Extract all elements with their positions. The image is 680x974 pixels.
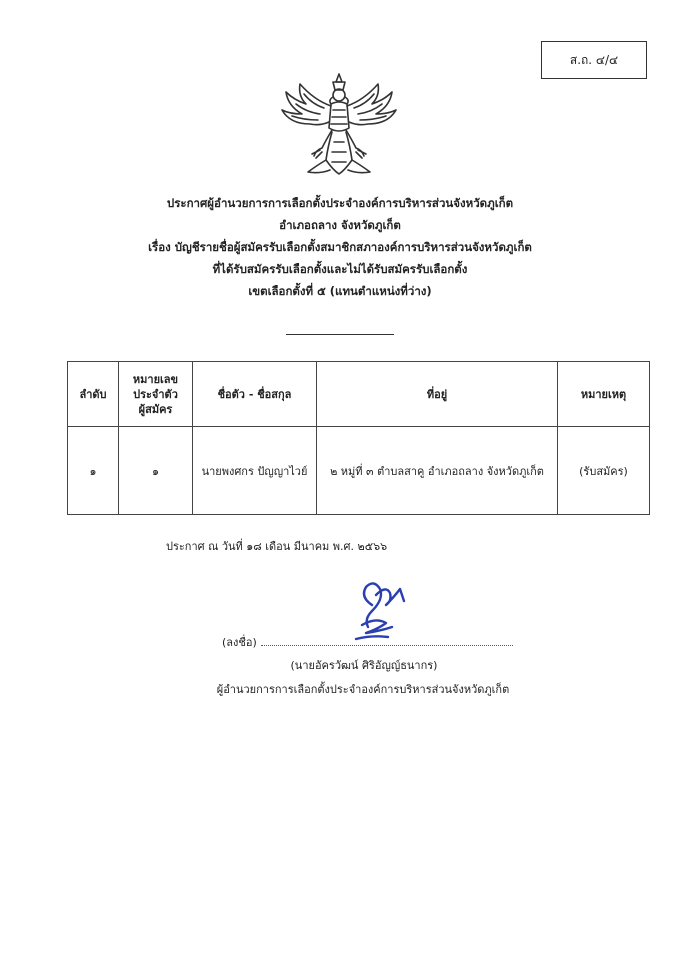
form-code-box — [541, 41, 647, 79]
divider — [286, 334, 394, 335]
signature-label: (ลงชื่อ) — [222, 636, 257, 649]
form-code: ส.ถ. ๔/๔ — [569, 52, 619, 67]
signature-dotted-line — [261, 635, 513, 646]
header-remark: หมายเหตุ — [558, 362, 650, 427]
header-number-line-1: หมายเลข — [132, 372, 179, 386]
heading-line-2: อำเภอถลาง จังหวัดภูเก็ต — [279, 218, 401, 232]
heading-line-3: เรื่อง บัญชีรายชื่อผู้สมัครรับเลือกตั้งสมาชิกสภาองค์การบริหารส่วนจังหวัดภูเก็ต — [148, 240, 532, 254]
header-name: ชื่อตัว - ชื่อสกุล — [193, 362, 317, 427]
signature-line — [222, 633, 513, 651]
garuda-emblem-icon — [276, 70, 402, 182]
announcement-date: ประกาศ ณ วันที่ ๑๘ เดือน มีนาคม พ.ศ. ๒๕๖๖ — [166, 540, 388, 553]
header-order: ลำดับ — [68, 362, 119, 427]
cell-number: ๑ — [119, 427, 193, 515]
heading-line-5: เขตเลือกตั้งที่ ๕ (แทนตำแหน่งที่ว่าง) — [248, 284, 432, 298]
cell-remark: (รับสมัคร) — [558, 427, 650, 515]
heading-line-4: ที่ได้รับสมัครรับเลือกตั้งและไม่ได้รับสมัครรับเลือกตั้ง — [212, 262, 468, 276]
heading — [0, 192, 680, 302]
header-number — [119, 362, 193, 427]
signer-name: (นายอัครวัฒน์ ศิริอัญญ์ธนากร) — [290, 659, 438, 672]
cell-address: ๒ หมู่ที่ ๓ ตำบลสาคู อำเภอถลาง จังหวัดภูเก็ต — [317, 427, 558, 515]
heading-line-1: ประกาศผู้อำนวยการการเลือกตั้งประจำองค์การบริหารส่วนจังหวัดภูเก็ต — [166, 196, 514, 210]
cell-name: นายพงศกร ปัญญาไวย์ — [193, 427, 317, 515]
table-row — [68, 427, 650, 515]
header-address: ที่อยู่ — [317, 362, 558, 427]
table-header-row — [68, 362, 650, 427]
header-number-line-3: ผู้สมัคร — [138, 402, 173, 416]
candidate-table — [67, 361, 650, 515]
cell-order: ๑ — [68, 427, 119, 515]
signer-position: ผู้อำนวยการการเลือกตั้งประจำองค์การบริหารส่วนจังหวัดภูเก็ต — [216, 683, 510, 696]
header-number-line-2: ประจำตัว — [133, 387, 178, 401]
